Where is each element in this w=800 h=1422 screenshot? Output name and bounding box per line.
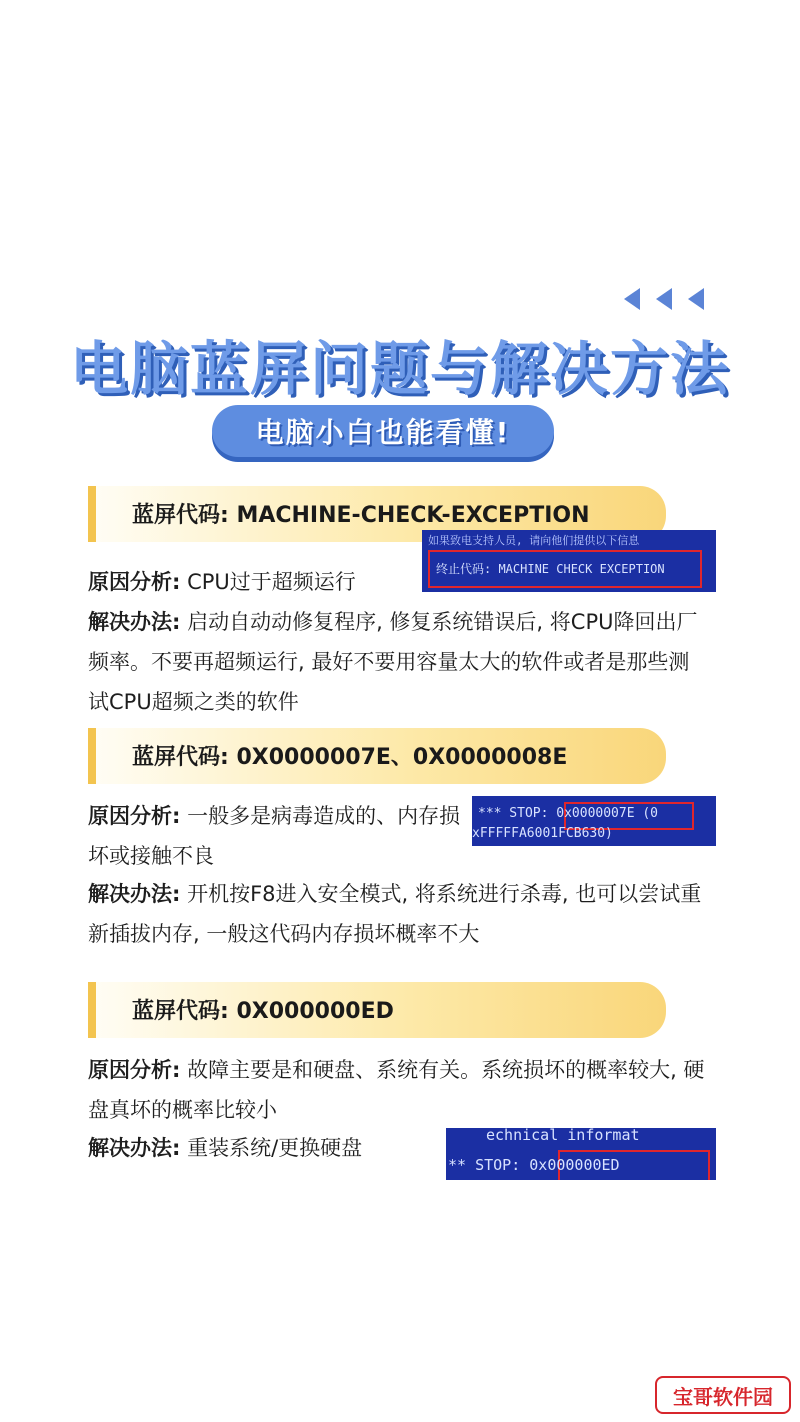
fix-label: 解决办法: (88, 1136, 181, 1160)
fix-paragraph (88, 602, 708, 722)
fix-text: 启动自动动修复程序, 修复系统错误后, 将CPU降回出厂频率。不要再超频运行, 最好不要用容量太大的软件或者是那些测试CPU超频之类的软件 (88, 610, 698, 714)
cause-paragraph (88, 796, 468, 876)
fix-paragraph (88, 874, 708, 954)
code-label: 蓝屏代码: 0X000000ED (132, 999, 394, 1024)
site-watermark: 宝哥软件园 (655, 1376, 791, 1414)
fix-text: 重装系统/更换硬盘 (180, 1136, 363, 1160)
cause-paragraph (88, 1050, 708, 1130)
cause-text: 故障主要是和硬盘、系统有关。系统损坏的概率较大, 硬盘真坏的概率比较小 (88, 1058, 705, 1122)
screenshot-line: xFFFFFA6001FCB630) (472, 826, 613, 841)
cause-label: 原因分析: (88, 1058, 181, 1082)
left-arrow-icon (688, 288, 704, 310)
fix-label: 解决办法: (88, 610, 181, 634)
page-title: 电脑蓝屏问题与解决方法 (69, 335, 730, 403)
cause-text: CPU过于超频运行 (180, 570, 356, 594)
screenshot-line: echnical informat (486, 1128, 640, 1144)
screenshot-line: 终止代码: MACHINE CHECK EXCEPTION (436, 562, 665, 576)
left-arrow-icon (656, 288, 672, 310)
code-bar (88, 728, 666, 784)
cause-paragraph (88, 562, 418, 602)
screenshot-line: *** STOP: 0x0000007E (0 (478, 806, 659, 821)
fix-paragraph (88, 1128, 438, 1168)
subtitle-text: 电脑小白也能看懂! (255, 416, 511, 449)
bsod-screenshot (472, 796, 716, 846)
cause-text: 一般多是病毒造成的、内存损坏或接触不良 (88, 804, 461, 868)
cause-label: 原因分析: (88, 570, 181, 594)
cause-label: 原因分析: (88, 804, 181, 828)
code-label: 蓝屏代码: MACHINE-CHECK-EXCEPTION (132, 503, 590, 528)
bsod-screenshot (446, 1128, 716, 1180)
bsod-screenshot (422, 530, 716, 592)
decorative-arrows (624, 288, 708, 312)
left-arrow-icon (624, 288, 640, 310)
fix-label: 解决办法: (88, 882, 181, 906)
fix-text: 开机按F8进入安全模式, 将系统进行杀毒, 也可以尝试重新插拔内存, 一般这代码内存损坏概率不大 (88, 882, 702, 946)
section-0xed (88, 982, 708, 1192)
code-bar (88, 982, 666, 1038)
screenshot-line: 如果致电支持人员, 请向他们提供以下信息 (428, 534, 640, 547)
section-machine-check (88, 486, 708, 716)
screenshot-line: ** STOP: 0x000000ED (448, 1156, 620, 1174)
section-0x7e (88, 728, 708, 958)
code-label: 蓝屏代码: 0X0000007E、0X0000008E (132, 745, 568, 770)
subtitle-badge (212, 405, 554, 457)
